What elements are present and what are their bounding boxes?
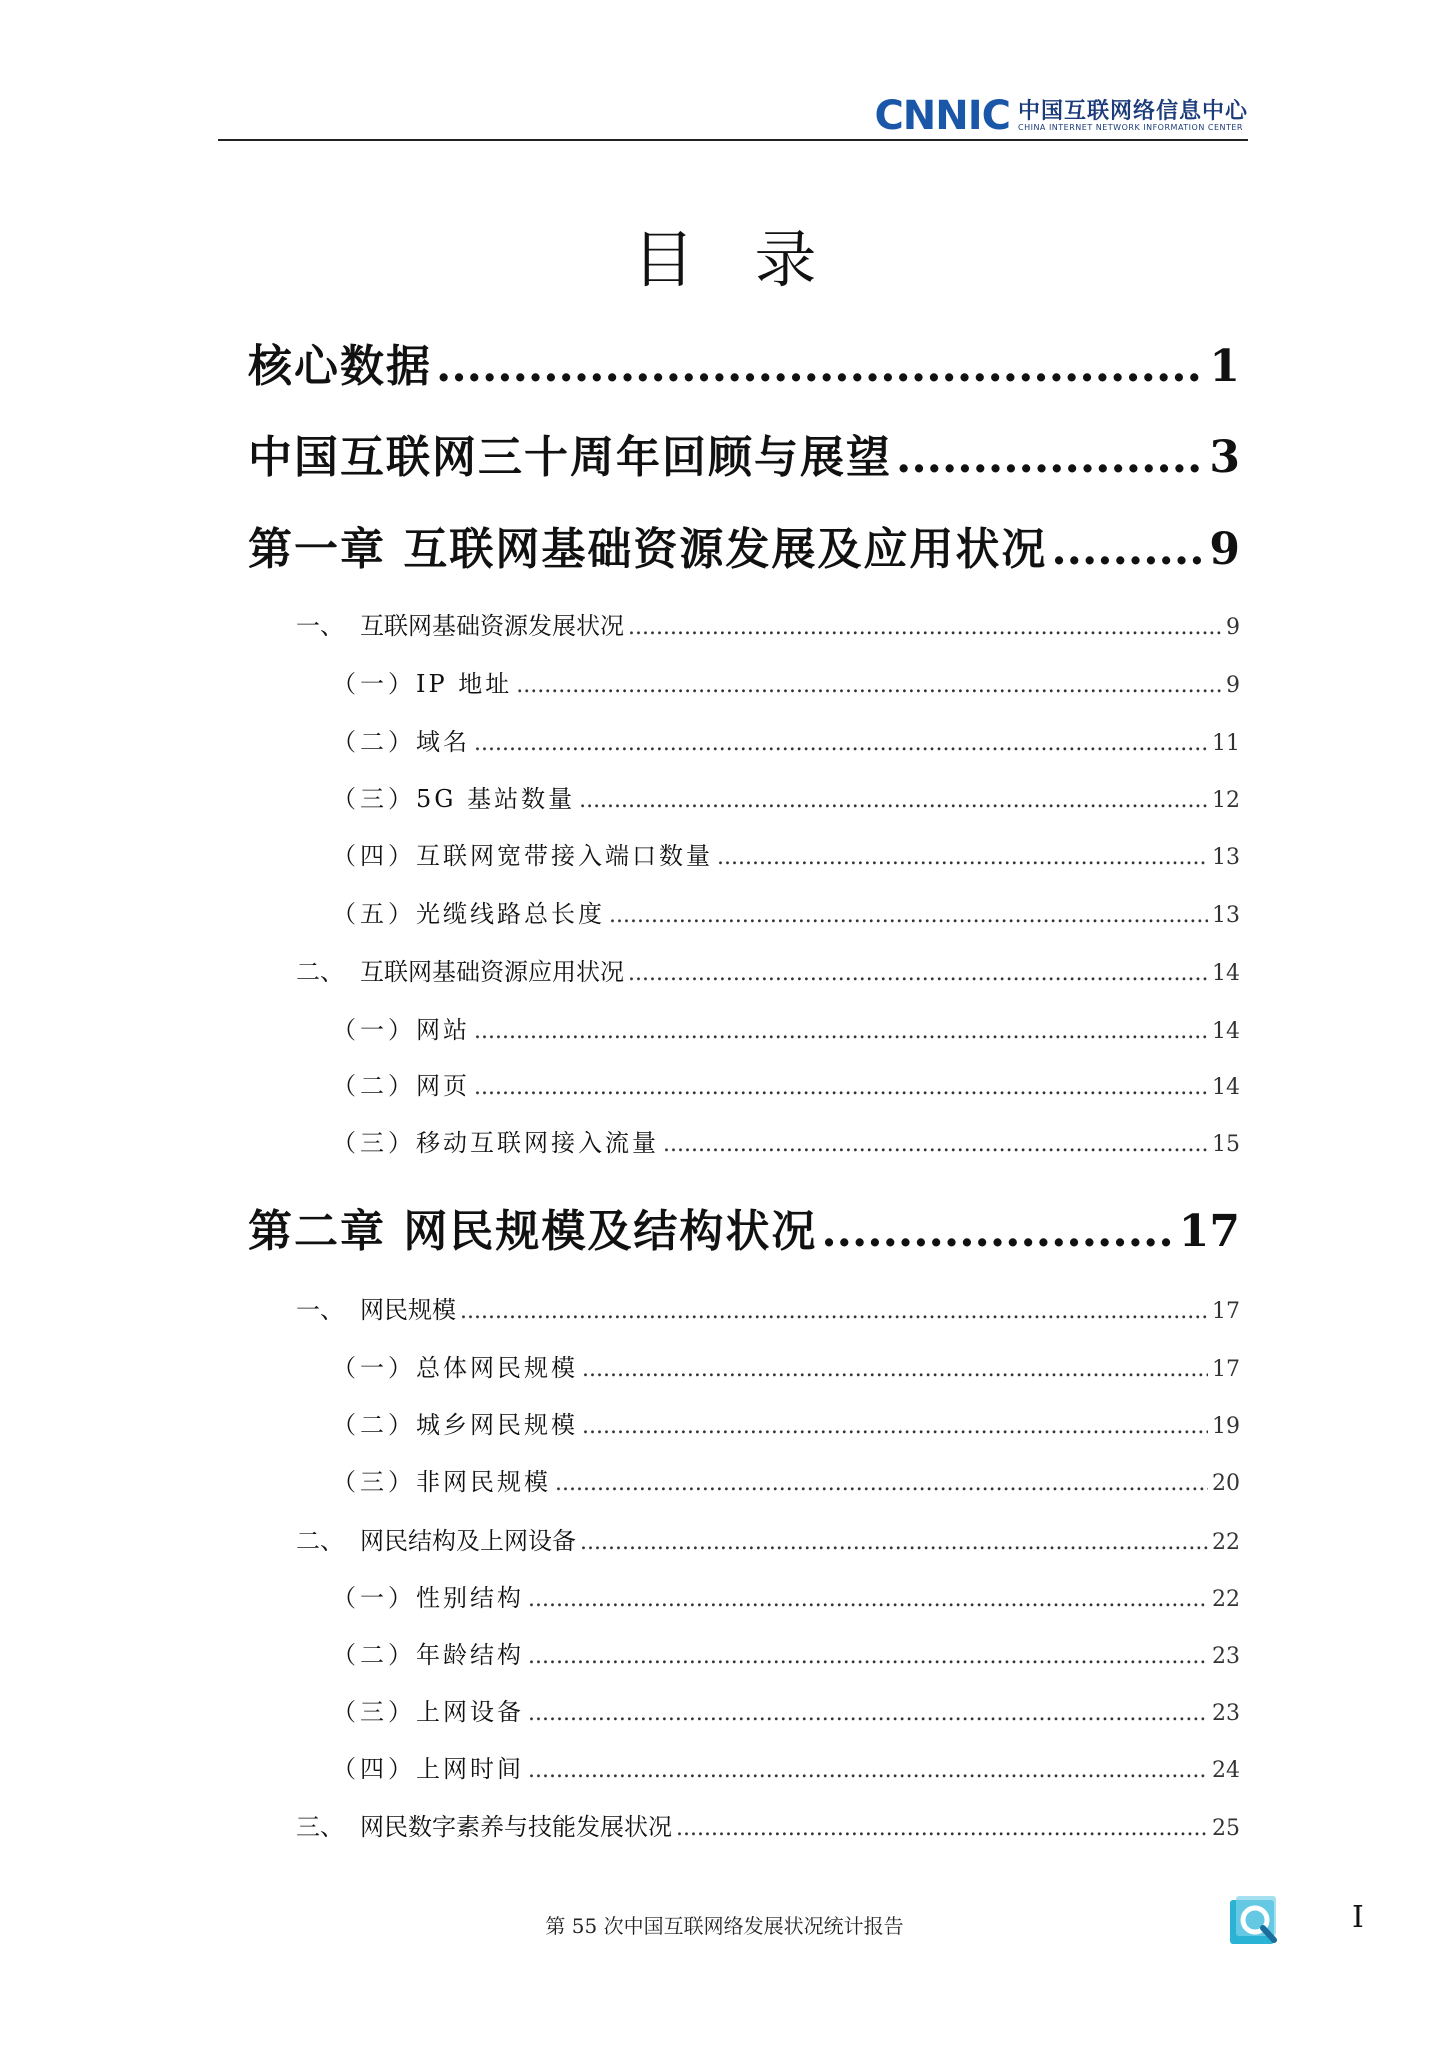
toc-entry-title: 年龄结构 <box>416 1641 524 1669</box>
toc-dot-leader <box>582 1414 1208 1439</box>
toc-section-entry[interactable] <box>296 1521 1240 1556</box>
cnnic-logo-cn: 中国互联网络信息中心 <box>1017 98 1248 125</box>
cnnic-logo-en: CHINA INTERNET NETWORK INFORMATION CENTER <box>1017 123 1243 133</box>
toc-entry-number: （二） <box>332 1072 416 1100</box>
toc-dot-leader <box>474 1019 1208 1044</box>
toc-page-number: 14 <box>1212 961 1240 986</box>
toc-page-number: 14 <box>1212 1075 1240 1100</box>
toc-dot-leader <box>609 903 1208 928</box>
toc-dot-leader <box>628 961 1208 986</box>
toc-entry-title: 网站 <box>416 1016 470 1044</box>
toc-page-number: 1 <box>1209 341 1240 392</box>
toc-dot-leader <box>474 1075 1208 1100</box>
toc-dot-leader <box>717 845 1208 870</box>
cnnic-logo-text <box>1018 99 1248 133</box>
cnnic-logo-mark: CNNIC <box>874 93 1010 139</box>
toc-entry-title: 非网民规模 <box>416 1468 551 1496</box>
toc-page-number: 19 <box>1212 1414 1240 1439</box>
toc-page-number: 3 <box>1209 432 1240 483</box>
toc-entry-label <box>332 779 575 814</box>
toc-entry-title: 性别结构 <box>416 1584 524 1612</box>
toc-subsection-entry[interactable] <box>332 1010 1240 1045</box>
toc-page-number: 24 <box>1212 1758 1240 1783</box>
toc-entry-title: 第二章 网民规模及结构状况 <box>248 1206 818 1257</box>
toc-entry-title: 互联网宽带接入端口数量 <box>416 842 713 870</box>
toc-entry-title: 上网时间 <box>416 1755 524 1783</box>
toc-entry-number: （四） <box>332 842 416 870</box>
toc-dot-leader <box>1051 524 1205 575</box>
toc-dot-leader <box>528 1587 1208 1612</box>
magnifier-q-icon <box>1228 1894 1284 1950</box>
toc-entry-title: 网民数字素养与技能发展状况 <box>360 1813 672 1841</box>
toc-entry-title: 域名 <box>416 728 470 756</box>
toc-page-number: 22 <box>1212 1587 1240 1612</box>
toc-section-entry[interactable] <box>296 1807 1240 1842</box>
toc-entry-number: （一） <box>332 670 416 698</box>
toc-subsection-entry[interactable] <box>332 1578 1240 1613</box>
toc-entry-label <box>296 1521 576 1556</box>
toc-entry-title: 光缆线路总长度 <box>416 900 605 928</box>
toc-entry-label <box>332 836 713 871</box>
toc-subsection-entry[interactable] <box>332 1749 1240 1784</box>
toc-entry-label <box>332 1749 524 1784</box>
toc-entry-title: 互联网基础资源应用状况 <box>360 958 624 986</box>
toc-chapter-entry[interactable] <box>248 421 1240 485</box>
toc-subsection-entry[interactable] <box>332 1635 1240 1670</box>
toc-entry-title: 移动互联网接入流量 <box>416 1129 659 1157</box>
toc-entry-label <box>248 1195 817 1259</box>
toc-dot-leader <box>582 1357 1208 1382</box>
footer-report-title: 第 55 次中国互联网络发展状况统计报告 <box>545 1914 904 1938</box>
toc-page-number: 22 <box>1212 1530 1240 1555</box>
toc-entry-title: 城乡网民规模 <box>416 1411 578 1439</box>
toc-entry-label <box>248 421 892 485</box>
toc-subsection-entry[interactable] <box>332 836 1240 871</box>
toc-section-entry[interactable] <box>296 1290 1240 1325</box>
toc-page-number: 23 <box>1212 1644 1240 1669</box>
toc-entry-number: 一、 <box>296 612 344 640</box>
toc-entry-number: 二、 <box>296 1527 344 1555</box>
toc-dot-leader <box>555 1471 1208 1496</box>
toc-chapter-entry[interactable] <box>248 330 1240 394</box>
toc-entry-title: 总体网民规模 <box>416 1354 578 1382</box>
toc-entry-number: （五） <box>332 900 416 928</box>
toc-subsection-entry[interactable] <box>332 1123 1240 1158</box>
toc-section-entry[interactable] <box>296 952 1240 987</box>
toc-entry-label <box>296 952 624 987</box>
cnnic-logo <box>874 93 1248 139</box>
toc-subsection-entry[interactable] <box>332 1066 1240 1101</box>
toc-entry-title: IP 地址 <box>416 670 513 698</box>
toc-entry-number: （三） <box>332 1129 416 1157</box>
toc-entry-label <box>248 513 1047 577</box>
toc-entry-number: （二） <box>332 1411 416 1439</box>
toc-page-number: 25 <box>1212 1816 1240 1841</box>
toc-page-number: 9 <box>1226 615 1240 640</box>
toc-page-number: 13 <box>1212 903 1240 928</box>
toc-dot-leader <box>528 1644 1208 1669</box>
toc-entry-title: 网页 <box>416 1072 470 1100</box>
toc-entry-label <box>332 1578 524 1613</box>
toc-page-number: 9 <box>1209 524 1240 575</box>
toc-entry-label <box>332 1692 524 1727</box>
toc-page-number: 11 <box>1212 731 1240 756</box>
toc-section-entry[interactable] <box>296 606 1240 641</box>
toc-subsection-entry[interactable] <box>332 722 1240 757</box>
toc-entry-number: （三） <box>332 1468 416 1496</box>
toc-entry-label <box>332 1123 659 1158</box>
toc-entry-label <box>248 330 432 394</box>
toc-entry-number: （二） <box>332 728 416 756</box>
toc-entry-number: （二） <box>332 1641 416 1669</box>
toc-entry-label <box>296 1290 456 1325</box>
toc-entry-label <box>332 722 470 757</box>
toc-page-number: 20 <box>1212 1471 1240 1496</box>
toc-entry-label <box>296 1807 672 1842</box>
toc-entry-number: （四） <box>332 1755 416 1783</box>
toc-page-number: 12 <box>1212 788 1240 813</box>
toc-entry-label <box>332 1635 524 1670</box>
page-header <box>218 93 1248 142</box>
toc-page-number: 17 <box>1212 1357 1240 1382</box>
toc-dot-leader <box>676 1816 1208 1841</box>
toc-entry-number: 二、 <box>296 958 344 986</box>
toc-dot-leader <box>579 788 1208 813</box>
toc-entry-label <box>332 1405 578 1440</box>
toc-entry-label <box>332 1462 551 1497</box>
toc-entry-number: （一） <box>332 1584 416 1612</box>
toc-page-number: 23 <box>1212 1701 1240 1726</box>
toc-entry-label <box>332 664 512 699</box>
toc-entry-number: 三、 <box>296 1813 344 1841</box>
toc-dot-leader <box>516 673 1222 698</box>
toc-subsection-entry[interactable] <box>332 779 1240 814</box>
toc-dot-leader <box>436 341 1205 392</box>
toc-entry-title: 互联网基础资源发展状况 <box>360 612 624 640</box>
footer-page-number: I <box>1352 1900 1364 1935</box>
toc-entry-number: （一） <box>332 1016 416 1044</box>
toc-entry-label <box>332 1066 470 1101</box>
toc-dot-leader <box>528 1758 1208 1783</box>
toc-chapter-entry[interactable] <box>248 513 1240 577</box>
toc-entry-title: 网民结构及上网设备 <box>360 1527 576 1555</box>
toc-entry-title: 上网设备 <box>416 1698 524 1726</box>
toc-entry-title: 5G 基站数量 <box>416 785 576 813</box>
toc-dot-leader <box>528 1701 1208 1726</box>
toc-entry-label <box>332 894 605 929</box>
toc-dot-leader <box>474 731 1208 756</box>
toc-entry-title: 第一章 互联网基础资源发展及应用状况 <box>248 524 1048 575</box>
toc-subsection-entry[interactable] <box>332 1405 1240 1440</box>
toc-page-number: 9 <box>1226 673 1240 698</box>
toc-dot-leader <box>580 1530 1208 1555</box>
toc-subsection-entry[interactable] <box>332 1348 1240 1383</box>
toc-entry-title: 中国互联网三十周年回顾与展望 <box>248 432 892 483</box>
toc-dot-leader <box>460 1299 1208 1324</box>
toc-entry-label <box>332 1348 578 1383</box>
toc-entry-label <box>296 606 624 641</box>
toc-subsection-entry[interactable] <box>332 664 1240 699</box>
toc-entry-number: （三） <box>332 1698 416 1726</box>
toc-chapter-entry[interactable] <box>248 1195 1240 1259</box>
toc-dot-leader <box>663 1132 1208 1157</box>
toc-entry-number: （三） <box>332 785 416 813</box>
toc-subsection-entry[interactable] <box>332 1462 1240 1497</box>
toc-page-number: 17 <box>1178 1206 1240 1257</box>
toc-dot-leader <box>628 615 1222 640</box>
toc-entry-number: （一） <box>332 1354 416 1382</box>
toc-entry-label <box>332 1010 470 1045</box>
toc-page-number: 17 <box>1212 1299 1240 1324</box>
toc-subsection-entry[interactable] <box>332 894 1240 929</box>
toc-entry-number: 一、 <box>296 1296 344 1324</box>
page-title: 目录 <box>632 223 877 296</box>
header-rule <box>218 139 1248 141</box>
toc-page-number: 14 <box>1212 1019 1240 1044</box>
toc-entry-title: 核心数据 <box>248 341 432 392</box>
toc-page-number: 15 <box>1212 1132 1240 1157</box>
toc-subsection-entry[interactable] <box>332 1692 1240 1727</box>
toc-page-number: 13 <box>1212 845 1240 870</box>
toc-dot-leader <box>821 1206 1174 1257</box>
toc-dot-leader <box>896 432 1205 483</box>
toc-entry-title: 网民规模 <box>360 1296 456 1324</box>
